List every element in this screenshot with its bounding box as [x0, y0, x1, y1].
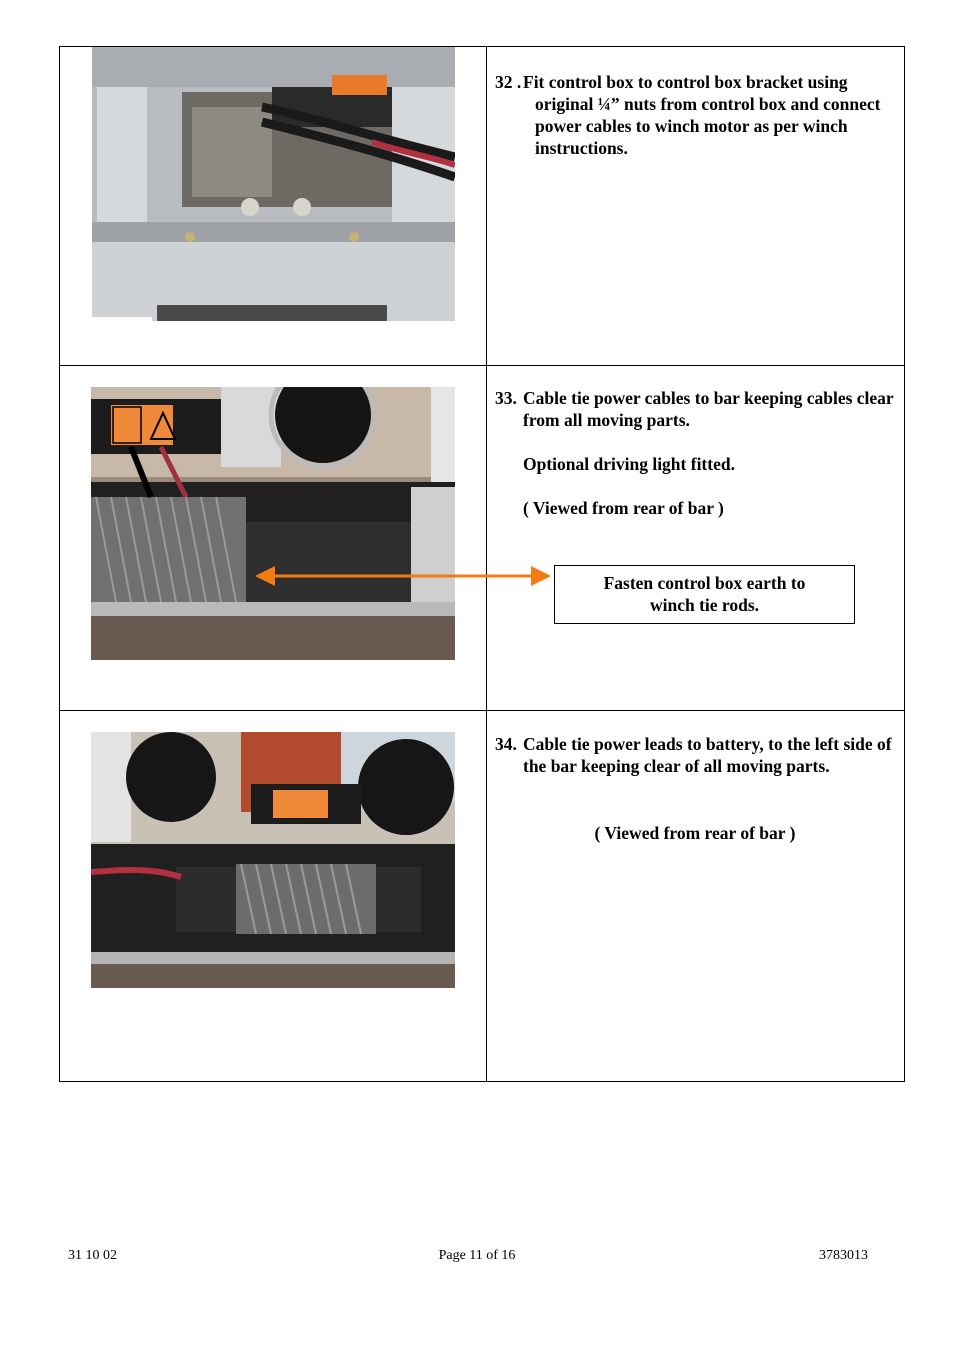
footer-document-code: 3783013	[819, 1248, 868, 1263]
step-32-text	[495, 71, 895, 159]
step-row-34	[60, 710, 904, 1081]
step-description: Cable tie power leads to battery, to the left side of the bar keeping clear of all moving parts.	[523, 734, 892, 776]
step-number: 33.	[495, 388, 517, 408]
battery-leads-photo	[91, 732, 455, 988]
step-row-32	[60, 47, 904, 365]
step-row-33	[60, 365, 904, 710]
column-divider	[486, 366, 487, 710]
column-divider	[486, 47, 487, 365]
step-33-text	[495, 387, 895, 519]
step-number: 32 .	[495, 72, 522, 92]
footer-page-number: Page 11 of 16	[438, 1248, 516, 1263]
footer-date: 31 10 02	[68, 1248, 117, 1263]
control-box-bracket-photo	[92, 47, 455, 321]
winch-cables-photo	[91, 387, 455, 660]
step-description: Fit control box to control box bracket using original ¼” nuts from control box and connect power cables to winch motor as per winch instructions.	[523, 72, 881, 158]
step-description: Cable tie power cables to bar keeping cables clear from all moving parts.	[523, 388, 894, 430]
step-34-text	[495, 733, 895, 844]
earth-callout-arrow	[255, 561, 555, 591]
column-divider	[486, 711, 487, 1081]
view-note: ( Viewed from rear of bar )	[523, 498, 724, 518]
instruction-table	[59, 46, 905, 1082]
view-note: ( Viewed from rear of bar )	[594, 823, 796, 843]
step-number: 34.	[495, 734, 517, 754]
callout-line-2: winch tie rods.	[649, 595, 760, 615]
callout-line-1: Fasten control box earth to	[603, 573, 806, 593]
optional-light-note: Optional driving light fitted.	[523, 454, 735, 474]
earth-callout-box	[554, 565, 855, 624]
